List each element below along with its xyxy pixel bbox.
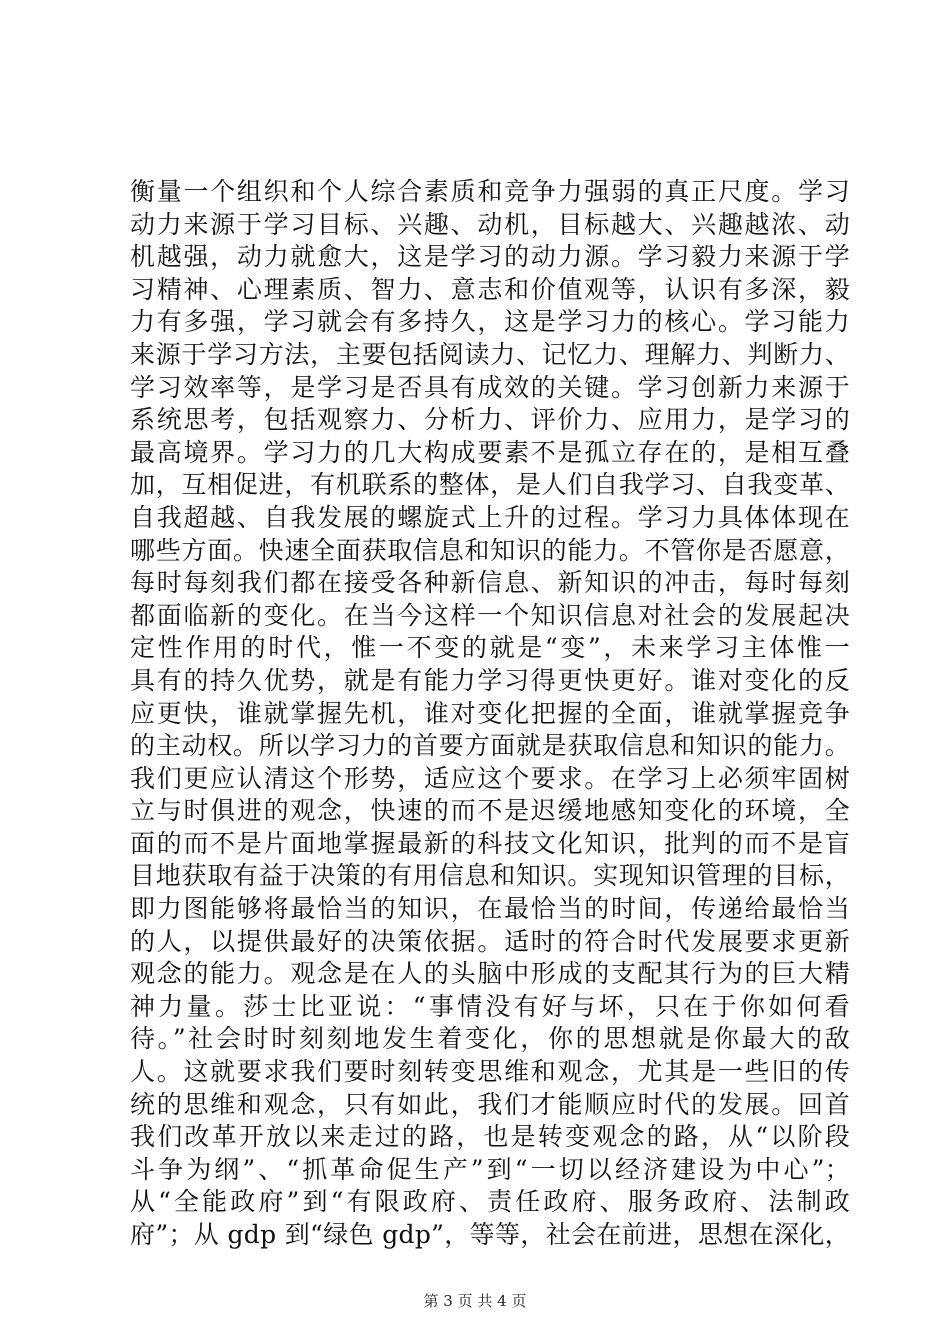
text-line: 我们更应认清这个形势，适应这个要求。在学习上必须牢固树 — [130, 763, 850, 793]
text-line: 自我超越、自我发展的螺旋式上升的过程。学习力具体体现在 — [130, 502, 850, 532]
text-line: 来源于学习方法，主要包括阅读力、记忆力、理解力、判断力、 — [130, 339, 850, 369]
text-line: 每时每刻我们都在接受各种新信息、新知识的冲击，每时每刻 — [130, 568, 850, 598]
text-line: 定性作用的时代，惟一不变的就是“变”，未来学习主体惟一 — [130, 633, 850, 663]
page-number-footer: 第 3 页 共 4 页 — [423, 1292, 527, 1310]
text-line: 机越强，动力就愈大，这是学习的动力源。学习毅力来源于学 — [130, 242, 850, 272]
text-line: 加，互相促进，有机联系的整体，是人们自我学习、自我变革、 — [130, 470, 850, 500]
text-line: 具有的持久优势，就是有能力学习得更快更好。谁对变化的反 — [130, 665, 850, 695]
text-line: 应更快，谁就掌握先机，谁对变化把握的全面，谁就掌握竞争 — [130, 698, 850, 728]
text-line: 系统思考，包括观察力、分析力、评价力、应用力，是学习的 — [130, 405, 850, 435]
text-line: 目地获取有益于决策的有用信息和知识。实现知识管理的目标， — [130, 861, 850, 891]
text-line: 我们改革开放以来走过的路，也是转变观念的路，从“以阶段 — [130, 1122, 850, 1152]
text-line: 即力图能够将最恰当的知识，在最恰当的时间，传递给最恰当 — [130, 894, 850, 924]
text-line: 动力来源于学习目标、兴趣、动机，目标越大、兴趣越浓、动 — [130, 209, 850, 239]
text-line: 习精神、心理素质、智力、意志和价值观等，认识有多深，毅 — [130, 274, 850, 304]
text-line: 的人，以提供最好的决策依据。适时的符合时代发展要求更新 — [130, 926, 850, 956]
text-line: 统的思维和观念，只有如此，我们才能顺应时代的发展。回首 — [130, 1089, 850, 1119]
text-line: 最高境界。学习力的几大构成要素不是孤立存在的，是相互叠 — [130, 437, 850, 467]
text-line: 都面临新的变化。在当今这样一个知识信息对社会的发展起决 — [130, 600, 850, 630]
text-line: 斗争为纲”、“抓革命促生产”到“一切以经济建设为中心”； — [130, 1154, 850, 1184]
text-line: 府”；从 gdp 到“绿色 gdp”，等等，社会在前进，思想在深化， — [130, 1220, 850, 1249]
text-line: 从“全能政府”到“有限政府、责任政府、服务政府、法制政 — [130, 1187, 850, 1217]
text-line: 立与时俱进的观念，快速的而不是迟缓地感知变化的环境，全 — [130, 796, 850, 826]
text-line: 衡量一个组织和个人综合素质和竞争力强弱的真正尺度。学习 — [130, 177, 850, 206]
text-line: 观念的能力。观念是在人的头脑中形成的支配其行为的巨大精 — [130, 959, 850, 989]
text-line: 的主动权。所以学习力的首要方面就是获取信息和知识的能力。 — [130, 731, 850, 761]
text-line: 学习效率等，是学习是否具有成效的关键。学习创新力来源于 — [130, 372, 850, 402]
text-line: 神力量。莎士比亚说：“事情没有好与坏，只在于你如何看 — [130, 991, 850, 1021]
text-line: 人。这就要求我们要时刻转变思维和观念，尤其是一些旧的传 — [130, 1057, 850, 1087]
body-paragraph — [130, 176, 850, 1252]
text-line: 面的而不是片面地掌握最新的科技文化知识，批判的而不是盲 — [130, 828, 850, 858]
text-line: 力有多强，学习就会有多持久，这是学习力的核心。学习能力 — [130, 307, 850, 337]
text-line: 待。”社会时时刻刻地发生着变化，你的思想就是你最大的敌 — [130, 1024, 850, 1054]
text-line: 哪些方面。快速全面获取信息和知识的能力。不管你是否愿意， — [130, 535, 850, 565]
